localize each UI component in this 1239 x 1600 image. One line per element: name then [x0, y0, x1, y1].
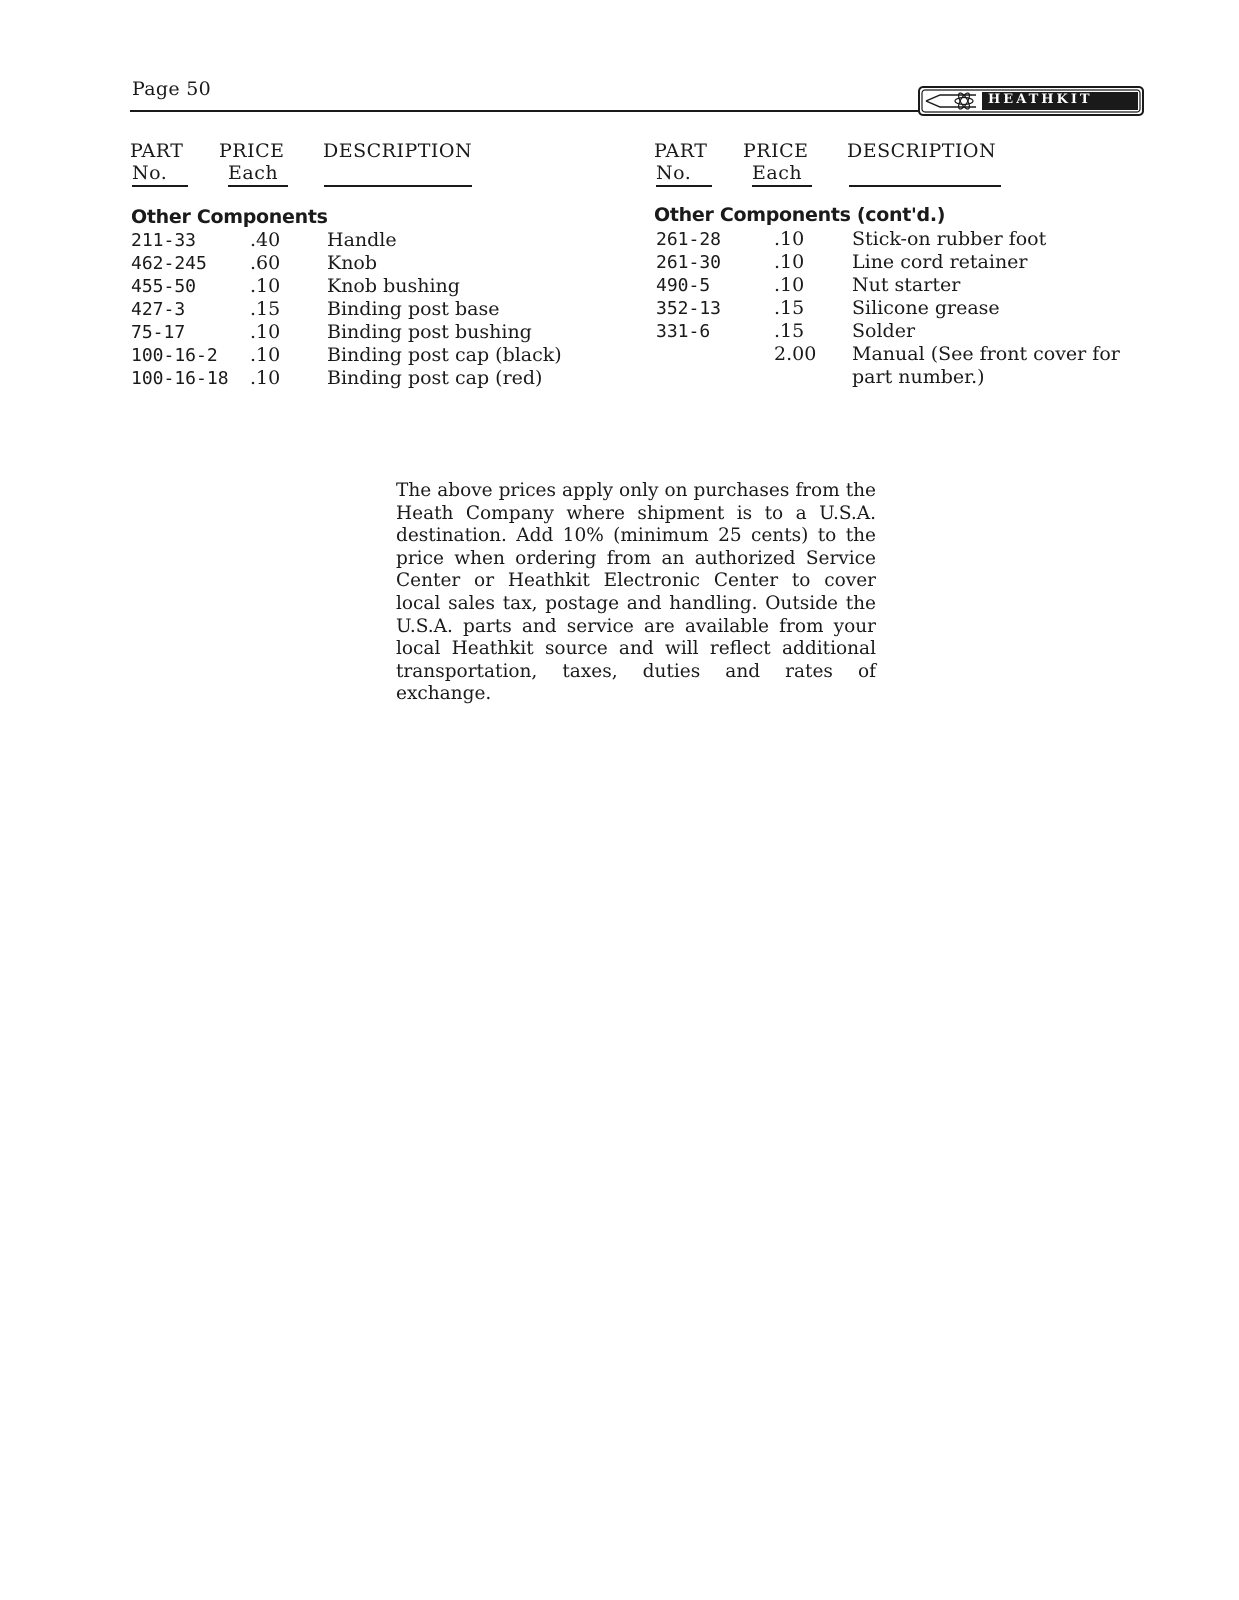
- left-part-header: PART No.: [130, 140, 188, 187]
- right-description-rule: [849, 185, 1001, 187]
- part-description: Nut starter: [852, 274, 961, 296]
- left-description-header: DESCRIPTION: [323, 140, 473, 162]
- part-description: Solder: [852, 320, 916, 342]
- table-row: [0, 320, 1239, 343]
- part-price: .10: [774, 251, 805, 273]
- part-price: .10: [250, 275, 281, 297]
- left-part-subheader: No.: [132, 162, 188, 187]
- left-description-rule: [324, 185, 472, 187]
- heathkit-logo: [918, 86, 1144, 116]
- part-price: .60: [250, 252, 281, 274]
- part-description: Binding post cap (black): [327, 344, 562, 366]
- part-price: .10: [250, 367, 281, 389]
- part-description: Binding post base: [327, 298, 500, 320]
- table-row: [0, 251, 1239, 274]
- left-section-title: Other Components: [131, 206, 328, 228]
- part-price: .10: [250, 344, 281, 366]
- part-price: 2.00: [774, 343, 817, 365]
- part-description: Knob: [327, 252, 378, 274]
- right-part-header: PART No.: [654, 140, 712, 187]
- part-description: Manual (See front cover for: [852, 343, 1120, 365]
- part-number: 462-245: [131, 253, 207, 274]
- part-number: 331-6: [656, 321, 711, 342]
- part-description: Binding post bushing: [327, 321, 532, 343]
- part-number: 100-16-2: [131, 345, 218, 366]
- part-description: Binding post cap (red): [327, 367, 543, 389]
- part-number: 490-5: [656, 275, 711, 296]
- table-row: [0, 228, 1239, 251]
- left-price-subheader: Each: [228, 162, 288, 187]
- right-price-header: PRICE Each: [743, 140, 812, 187]
- left-price-header: PRICE Each: [219, 140, 288, 187]
- part-price: .15: [250, 298, 281, 320]
- part-description: Handle: [327, 229, 397, 251]
- part-number: 352-13: [656, 298, 722, 319]
- part-number: 100-16-18: [131, 368, 229, 389]
- header-rule: [130, 110, 938, 112]
- right-section-title: Other Components (cont'd.): [654, 204, 946, 226]
- part-description: Knob bushing: [327, 275, 460, 297]
- part-price: .10: [774, 228, 805, 250]
- right-description-header: DESCRIPTION: [847, 140, 997, 162]
- part-price: .15: [774, 297, 805, 319]
- right-part-subheader: No.: [656, 162, 712, 187]
- page-number: Page 50: [132, 78, 211, 100]
- table-row: [0, 297, 1239, 320]
- part-number: 427-3: [131, 299, 186, 320]
- part-description: Silicone grease: [852, 297, 1000, 319]
- logo-text: HEATHKIT: [988, 92, 1093, 107]
- part-number: 261-30: [656, 252, 722, 273]
- part-number: 261-28: [656, 229, 722, 250]
- part-description: Stick-on rubber foot: [852, 228, 1047, 250]
- part-price: .15: [774, 320, 805, 342]
- part-number: 211-33: [131, 230, 197, 251]
- table-row: [0, 366, 1239, 389]
- part-price: .10: [250, 321, 281, 343]
- part-number: 75-17: [131, 322, 186, 343]
- part-price: .10: [774, 274, 805, 296]
- part-description: part number.): [852, 366, 985, 388]
- part-price: .40: [250, 229, 281, 251]
- part-description: Line cord retainer: [852, 251, 1028, 273]
- right-price-subheader: Each: [752, 162, 812, 187]
- table-row: [0, 274, 1239, 297]
- part-number: 455-50: [131, 276, 197, 297]
- table-row: [0, 343, 1239, 366]
- pricing-note: The above prices apply only on purchases from the Heath Company where shipment is to a U.S.A. destination. Add 10% (minimum 25 cents) to the price when ordering from an authorized Service Center or Heathkit Electronic Center to cover local sales tax, postage and handling. Outside the U.S.A. parts and service are available from your local Heathkit source and will reflect additional transportation, taxes, duties and rates of exchange.: [396, 480, 876, 705]
